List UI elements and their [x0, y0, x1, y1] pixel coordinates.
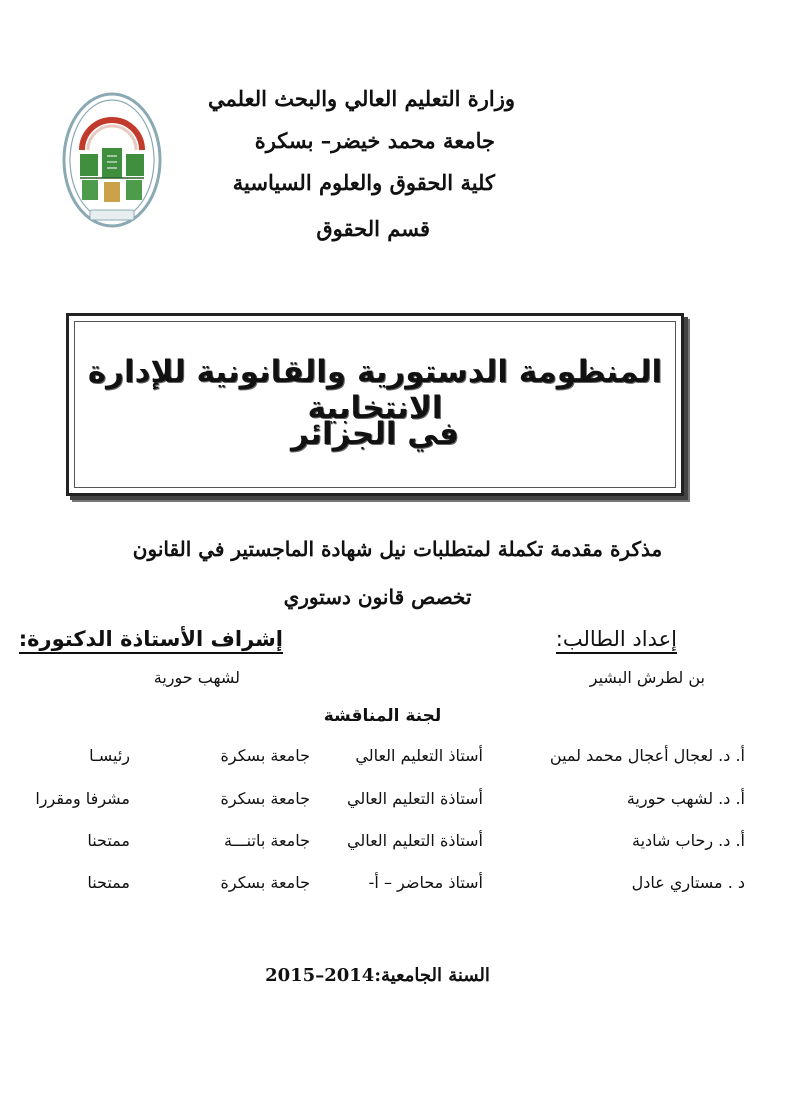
member-role: ممتحنا — [87, 831, 130, 850]
member-rank: أستاذ محاضر – أ- — [368, 873, 483, 892]
member-university: جامعة بسكرة — [220, 873, 310, 892]
thesis-title-line2: في الجزائر — [291, 416, 459, 452]
member-university: جامعة بسكرة — [220, 746, 310, 765]
member-name: أ. د. لعجال أعجال محمد لمين — [549, 746, 745, 765]
member-role: ممتحنا — [87, 873, 130, 892]
member-role: مشرفا ومقررا — [35, 789, 130, 808]
supervisor-label: إشراف الأستاذة الدكتورة: — [19, 627, 283, 654]
thesis-title-line1: المنظومة الدستورية والقانونية للإدارة الانتخابية — [87, 354, 663, 426]
committee-member-row — [0, 873, 795, 901]
member-name: أ. د. رحاب شادية — [632, 831, 745, 850]
member-rank: أستاذة التعليم العالي — [347, 831, 483, 850]
member-name: أ. د. لشهب حورية — [626, 789, 745, 808]
member-rank: أستاذة التعليم العالي — [347, 789, 483, 808]
university-logo — [60, 88, 164, 238]
committee-member-row — [0, 746, 795, 774]
faculty-line: كلية الحقوق والعلوم السياسية — [232, 170, 495, 195]
prepared-by-label: إعداد الطالب: — [556, 627, 677, 654]
student-name: بن لطرش البشير — [589, 668, 705, 687]
thesis-title-box — [66, 313, 684, 496]
ministry-line: وزارة التعليم العالي والبحث العلمي — [208, 86, 515, 111]
committee-member-row — [0, 789, 795, 817]
academic-year: السنة الجامعية:2014–2015 — [265, 965, 490, 986]
committee-member-row — [0, 831, 795, 859]
supervisor-name: لشهب حورية — [153, 668, 240, 687]
department-line: قسم الحقوق — [316, 216, 430, 241]
university-line: جامعة محمد خيضر– بسكرة — [254, 128, 495, 153]
member-name: د . مستاري عادل — [631, 873, 745, 892]
member-university: جامعة باتنـــة — [224, 831, 310, 850]
member-rank: أستاذ التعليم العالي — [355, 746, 483, 765]
committee-title: لجنة المناقشة — [323, 706, 442, 726]
member-university: جامعة بسكرة — [220, 789, 310, 808]
member-role: رئيسـا — [89, 746, 130, 765]
memo-description: مذكرة مقدمة تكملة لمتطلبات نيل شهادة الماجستير في القانون — [132, 537, 663, 561]
specialty: تخصص قانون دستوري — [283, 585, 472, 609]
